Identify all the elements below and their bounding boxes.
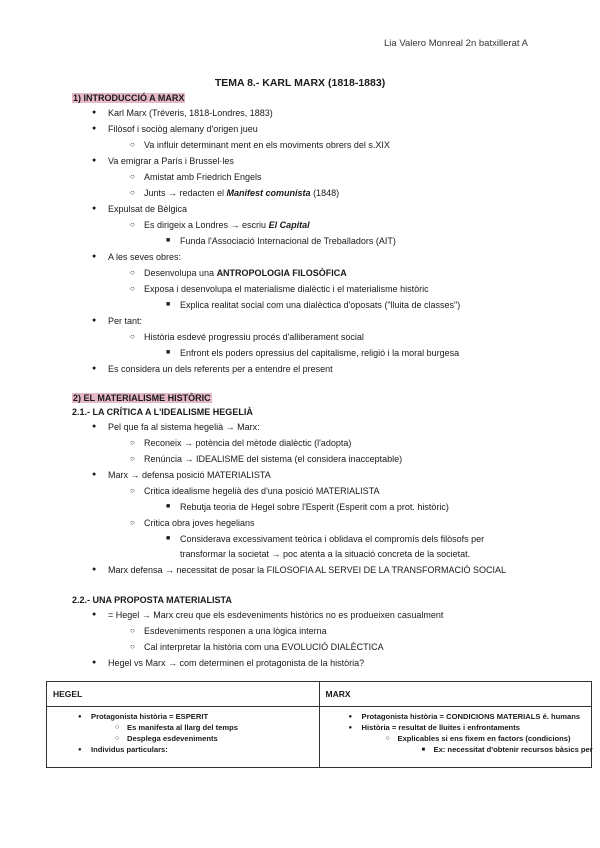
list-item: ● A les seves obres: [108,251,181,263]
subheading: 2.1.- LA CRÍTICA A L'IDEALISME HEGELIÀ [72,407,253,417]
list-item: ○ Es dirigeix a Londres → escriu El Capital [144,219,310,231]
page-title: TEMA 8.- KARL MARX (1818-1883) [214,77,386,89]
list-item: ○ Critica idealisme hegelià des d'una posició MATERIALISTA [144,485,380,497]
list-item: ● Hegel vs Marx → com determinen el protagonista de la història? [108,657,364,669]
list-item: ● Història = resultat de lluites i enfrontaments [362,723,520,733]
list-item: ■ Explica realitat social com una dialèctica d'oposats ("lluita de classes") [180,299,460,311]
list-item: ○ Es manifesta al llarg del temps [127,723,238,733]
list-item: ○ Va influir determinant ment en els moviments obrers del s.XIX [144,139,390,151]
list-item: ● Protagonista història = ESPERIT [91,712,208,722]
list-item: ■ Ex: necessitat d'obtenir recursos bàsics per [434,745,593,755]
list-item: ● Expulsat de Bèlgica [108,203,187,215]
section-heading-1: 1) INTRODUCCIÓ A MARX [73,93,185,103]
list-item: ○ Junts → redacten el Manifest comunista (1848) [144,187,339,199]
list-item: ● Es considera un dels referents per a entendre el present [108,363,333,375]
list-item: ● Pel que fa al sistema hegelià → Marx: [108,421,260,433]
list-item: ○ Explicables si ens fixem en factors (condicions) [398,734,571,744]
list-item: ○ Exposa i desenvolupa el materialisme dialèctic i el materialisme històric [144,283,429,295]
table-cell-hegel [47,707,320,768]
list-item: ■ Rebutja teoria de Hegel sobre l'Esperit (Esperit com a prot. històric) [180,501,449,513]
list-item: ○ Renúncia → IDEALISME del sistema (el considera inacceptable) [144,453,402,465]
list-item: ● Marx → defensa posició MATERIALISTA [108,469,271,481]
list-item: ● Individus particulars: [91,745,168,755]
list-item: ● Per tant: [108,315,142,327]
list-item: ● Filòsof i sociòg alemany d'origen jueu [108,123,258,135]
table-header-hegel: HEGEL [47,682,320,707]
list-item: ■ Enfront els poders opressius del capitalisme, religió i la moral burgesa [180,347,459,359]
list-item: ○ Història esdevé progressiu procés d'alliberament social [144,331,364,343]
list-item: ● Va emigrar a París i Brussel·les [108,155,234,167]
list-item: ● Karl Marx (Tréveris, 1818-Londres, 1883) [108,107,273,119]
list-item: ● Protagonista història = CONDICIONS MATERIALS é. humans [362,712,581,722]
subheading: 2.2.- UNA PROPOSTA MATERIALISTA [72,595,232,605]
list-item: ○ Esdeveniments responen a una lògica interna [144,625,327,637]
list-item: ○ Reconeix → potència del mètode dialèctic (l'adopta) [144,437,351,449]
list-item: ■ Considerava excessivament teòrica i oblidava el compromís dels filòsofs per [180,533,484,545]
list-item-continuation: transformar la societat → poc atenta a la situació concreta de la societat. [180,549,471,559]
author-header: Lia Valero Monreal 2n batxillerat A [384,38,528,49]
table-cell-marx [319,707,592,768]
list-item: ○ Amistat amb Friedrich Engels [144,171,262,183]
list-item: ○ Desplega esdeveniments [127,734,218,744]
table-header-marx: MARX [319,682,592,707]
list-item: ○ Desenvolupa una ANTROPOLOGIA FILOSÒFICA [144,267,347,279]
list-item: ○ Critica obra joves hegelians [144,517,255,529]
list-item: ● = Hegel → Marx creu que els esdeveniments històrics no es produeixen casualment [108,609,443,621]
section-heading-2: 2) EL MATERIALISME HISTÒRIC [73,393,211,403]
list-item: ■ Funda l'Associació Internacional de Treballadors (AIT) [180,235,396,247]
comparison-table [46,681,592,768]
list-item: ● Marx defensa → necessitat de posar la FILOSOFIA AL SERVEI DE LA TRANSFORMACIÓ SOCIAL [108,564,506,576]
list-item: ○ Cal interpretar la història com una EVOLUCIÓ DIALÈCTICA [144,641,384,653]
